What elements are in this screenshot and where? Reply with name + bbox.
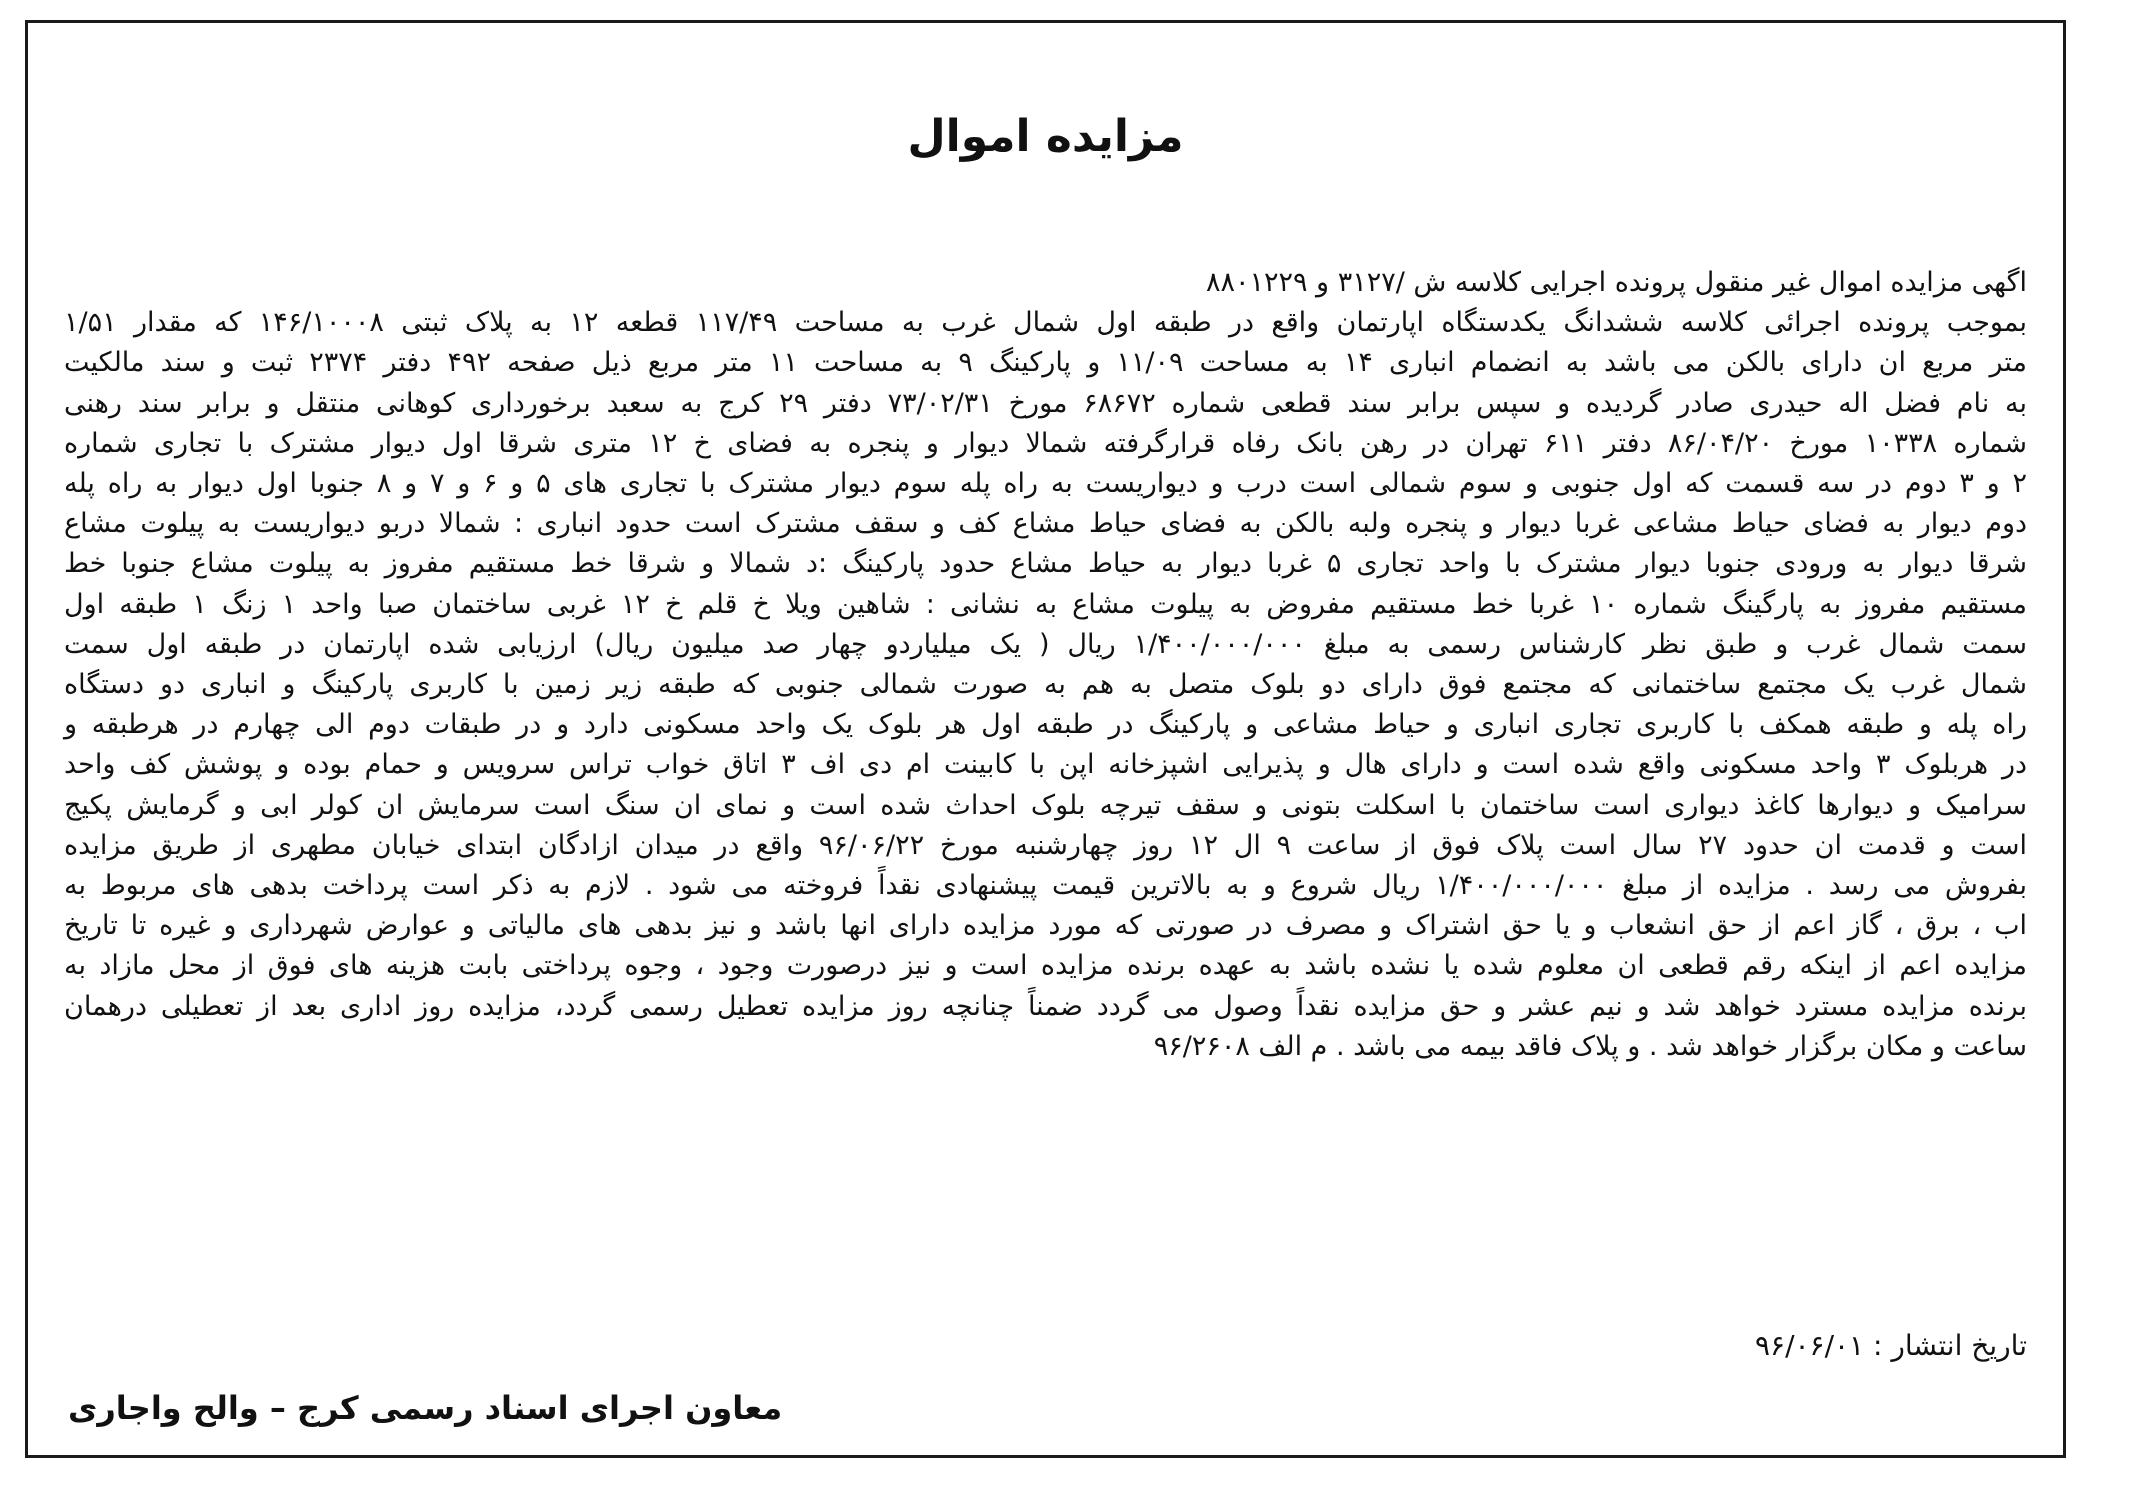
notice-line: سمت شمال غرب و طبق نظر کارشناس رسمی به مبلغ ۱/۴۰۰/۰۰۰/۰۰۰ ریال ( یک میلیاردو چهار صد میلیون ریال) ارزیابی شده اپارتمان در طبقه اول سمت	[64, 628, 2028, 660]
notice-line: شماره ۱۰۳۳۸ مورخ ۸۶/۰۴/۲۰ دفتر ۶۱۱ تهران در رهن بانک رفاه قرارگرفته شمالا دیوار و پنجره به فضای خ ۱۲ متری شرقا اول دیوار مشترک با تجاری شماره	[64, 427, 2028, 459]
notice-line: بموجب پرونده اجرائی کلاسه ششدانگ یکدستگاه اپارتمان واقع در طبقه اول شمال غرب به مساحت ۱۱۷/۴۹ قطعه ۱۲ به پلاک ثبتی ۱۴۶/۱۰۰۰۸ که مقدار ۱/۵۱	[64, 307, 2027, 339]
notice-line: ۲ و ۳ دوم در سه قسمت که اول جنوبی و سوم شمالی است درب و دیواریست به راه پله سوم دیوار مشترک با تجاری های ۵ و ۶ و ۷ و ۸ جنوبا اول دیوار به راه پله	[64, 468, 2027, 500]
notice-line: برنده مزایده مسترد خواهد شد و نیم عشر و حق مزایده نقداً وصول می گردد ضمناً چنانچه روز مزایده تعطیل رسمی گردد، مزایده روز اداری بعد از تعطیلی درهمان	[64, 990, 2027, 1022]
notice-line: اب ، برق ، گاز اعم از حق انشعاب و یا حق اشتراک و مصرف در صورتی که مورد مزایده دارای انها باشد و نیز بدهی های مالیاتی و عوارض شهرداری و غیره تا تاریخ	[64, 910, 2027, 942]
notice-line: راه پله و طبقه همکف با کاربری تجاری انباری و حیاط مشاعی و پارکینگ در طبقه اول هر بلوک یک واحد مسکونی دارد و در طبقات دوم الی چهارم در هرطبقه و	[64, 709, 2027, 741]
notice-line: اگهی مزایده اموال غیر منقول پرونده اجرایی کلاسه ش /۳۱۲۷ و ۸۸۰۱۲۲۹	[1205, 267, 2027, 298]
notice-line: مستقیم مفروز به پارگینگ شماره ۱۰ غربا خط مستقیم مفروض به پیلوت مشاع به نشانی : شاهین ویلا خ قلم خ ۱۲ غربی ساختمان صبا واحد ۱ زنگ ۱ طبقه اول	[64, 588, 2027, 620]
notice-line: متر مربع ان دارای بالکن می باشد به انضمام انباری ۱۴ به مساحت ۱۱/۰۹ و پارکینگ ۹ به مساحت ۱۱ متر مربع ذیل صفحه ۴۹۲ دفتر ۲۳۷۴ ثبت و سند مالکیت	[64, 347, 2028, 379]
signature: معاون اجرای اسناد رسمی کرج – والح واجاری	[68, 1389, 783, 1427]
notice-line: در هربلوک ۳ واحد مسکونی واقع شده است و دارای هال و پذیرایی اشپزخانه اپن با کابینت ام دی اف ۳ اتاق خواب تراس سرویس و حمام بوده و پوشش کف واحد	[64, 749, 2028, 781]
notice-line: مزایده اعم از اینکه رقم قطعی ان معلوم شده یا نشده باشد به عهده برنده مزایده است و نیز درصورت وجود ، وجوه پرداختی بابت هزینه های فوق از محل مازاد به	[64, 950, 2027, 982]
notice-line: شرقا دیوار به ورودی جنوبا دیوار مشترک با واحد تجاری ۵ غربا دیوار به حیاط مشاع حدود پارکینگ :د شمالا و شرقا خط مستقیم مفروز به پیلوت مشاع جنوبا خط	[64, 548, 2027, 580]
notice-line: است و قدمت ان حدود ۲۷ سال است پلاک فوق از ساعت ۹ ال ۱۲ روز چهارشنبه مورخ ۹۶/۰۶/۲۲ واقع در میدان ازادگان ابتدای خیابان مطهری از طریق مزایده	[64, 829, 2027, 861]
notice-frame	[25, 20, 2066, 1458]
notice-line: ساعت و مکان برگزار خواهد شد . و پلاک فاقد بیمه می باشد . م الف ۹۶/۲۶۰۸	[1153, 1030, 2027, 1062]
notice-title: مزایده اموال	[907, 111, 1184, 162]
notice-line: دوم دیوار به فضای حیاط مشاعی غربا دیوار و پنجره ولبه بالکن به فضای حیاط مشاع کف و سقف مشترک است حدود انباری : شمالا دربو دیواریست به پیلوت مشاع	[64, 508, 2027, 540]
notice-body	[64, 263, 2027, 1067]
notice-line: بفروش می رسد . مزایده از مبلغ ۱/۴۰۰/۰۰۰/۰۰۰ ریال شروع و به بالاترین قیمت پیشنهادی نقداً فروخته می شود . لازم به ذکر است پرداخت بدهی های مربوط به	[64, 870, 2027, 902]
notice-line: شمال غرب یک مجتمع ساختمانی که مجتمع فوق دارای دو بلوک متصل به هم به صورت شمالی جنوبی که طبقه زیر زمین با کاربری پارکینگ و انباری دو دستگاه	[64, 669, 2027, 701]
notice-line: به نام فضل اله حیدری صادر گردیده و سپس برابر سند قطعی شماره ۶۸۶۷۲ مورخ ۷۳/۰۲/۳۱ دفتر ۲۹ کرج به سعبد برخورداری کوهانی منتقل و برابر سند رهنی	[64, 387, 2028, 419]
notice-line: سرامیک و دیوارها کاغذ دیواری است ساختمان با اسکلت بتونی و سقف تیرچه بلوک احداث شده است و نمای ان سنگ است سرمایش ان کولر ابی و گرمایش پکیج	[64, 789, 2027, 821]
publication-date: تاریخ انتشار : ۹۶/۰۶/۰۱	[1754, 1329, 2027, 1362]
